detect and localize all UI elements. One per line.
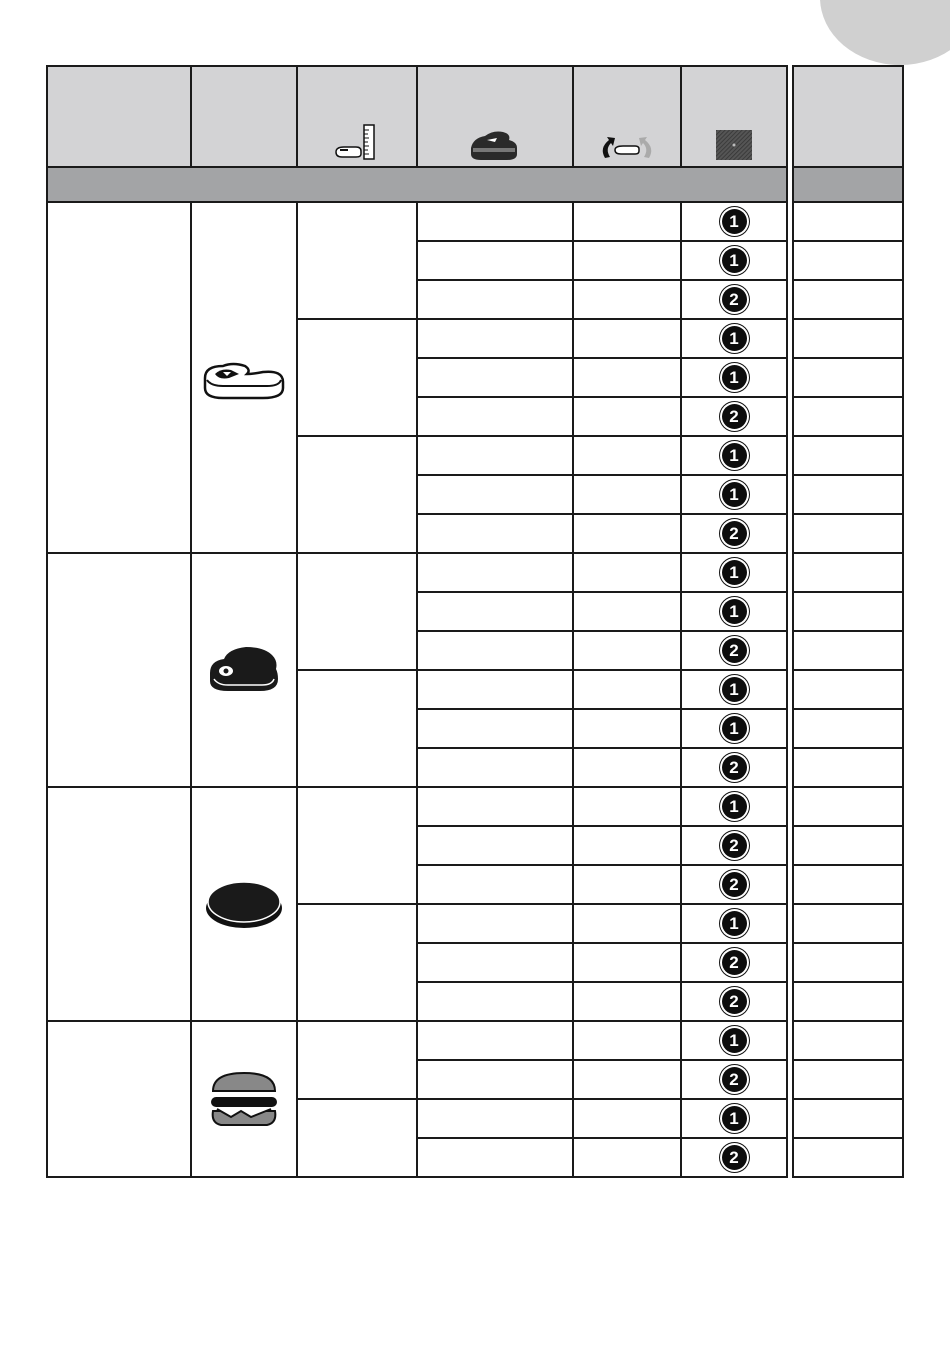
plate-number-badge: 1 — [722, 599, 747, 624]
side-cell — [793, 982, 903, 1021]
grill-plate-cell — [681, 475, 787, 514]
flip-cell — [573, 1138, 681, 1177]
flip-cell — [573, 592, 681, 631]
cooking-table — [46, 65, 904, 1178]
grill-plate-cell — [681, 1060, 787, 1099]
plate-number-badge: 1 — [722, 482, 747, 507]
table-row — [47, 787, 903, 826]
section-band-main — [47, 167, 787, 202]
plate-number-badge: 2 — [722, 872, 747, 897]
grill-plate-cell — [681, 436, 787, 475]
side-cell — [793, 358, 903, 397]
grill-plate-cell — [681, 826, 787, 865]
plate-number-badge: 1 — [722, 365, 747, 390]
flip-cell — [573, 709, 681, 748]
plate-number-badge: 2 — [722, 638, 747, 663]
flip-cell — [573, 1099, 681, 1138]
meat-cut-cell — [417, 202, 573, 241]
flip-cell — [573, 1060, 681, 1099]
flip-cell — [573, 319, 681, 358]
plate-number-badge: 2 — [722, 989, 747, 1014]
thickness-cell — [297, 202, 417, 319]
grill-plate-cell — [681, 319, 787, 358]
meat-cut-cell — [417, 748, 573, 787]
header-cell-2 — [191, 66, 297, 167]
plate-number-badge: 1 — [722, 443, 747, 468]
plate-number-badge: 1 — [722, 911, 747, 936]
meat-cut-cell — [417, 787, 573, 826]
plate-number-badge: 2 — [722, 521, 747, 546]
meat-cut-cell — [417, 280, 573, 319]
grill-plate-cell — [681, 1021, 787, 1060]
flip-cell — [573, 904, 681, 943]
meat-cut-cell — [417, 436, 573, 475]
flip-cell — [573, 943, 681, 982]
group-label-cell — [47, 1021, 191, 1177]
thickness-cell — [297, 670, 417, 787]
section-band — [47, 167, 903, 202]
meat-cut-cell — [417, 1099, 573, 1138]
meat-cut-cell — [417, 358, 573, 397]
meat-cut-cell — [417, 982, 573, 1021]
grill-plate-cell — [681, 280, 787, 319]
grill-plate-cell — [681, 631, 787, 670]
thickness-cell — [297, 1021, 417, 1099]
grill-plate-cell — [681, 943, 787, 982]
meat-thickness-ruler-icon — [332, 122, 382, 162]
thickness-cell — [297, 319, 417, 436]
plate-number-badge: 1 — [722, 248, 747, 273]
grill-plate-cell — [681, 514, 787, 553]
plate-number-badge: 2 — [722, 755, 747, 780]
plate-number-badge: 2 — [722, 833, 747, 858]
flip-cell — [573, 787, 681, 826]
group-icon-cell — [191, 787, 297, 1021]
meat-cut-cell — [417, 1060, 573, 1099]
thickness-cell — [297, 904, 417, 1021]
meat-cut-cell — [417, 514, 573, 553]
flip-cell — [573, 397, 681, 436]
meat-cut-cell — [417, 241, 573, 280]
plate-number-badge: 2 — [722, 404, 747, 429]
side-cell — [793, 748, 903, 787]
plate-number-badge: 1 — [722, 326, 747, 351]
table-row — [47, 1021, 903, 1060]
table-row — [47, 202, 903, 241]
flip-cell — [573, 748, 681, 787]
plate-number-badge: 1 — [722, 1106, 747, 1131]
group-icon-cell — [191, 553, 297, 787]
thickness-cell — [297, 436, 417, 553]
grill-plate-cell — [681, 1138, 787, 1177]
lamb-chop-icon — [192, 645, 296, 695]
flip-cell — [573, 826, 681, 865]
plate-number-badge: 2 — [722, 287, 747, 312]
side-cell — [793, 202, 903, 241]
side-cell — [793, 1099, 903, 1138]
grill-plate-cell — [681, 358, 787, 397]
side-cell — [793, 241, 903, 280]
meat-cut-cell — [417, 865, 573, 904]
side-cell — [793, 592, 903, 631]
flip-cell — [573, 982, 681, 1021]
section-band-side — [793, 167, 903, 202]
flip-cell — [573, 202, 681, 241]
grill-plate-cell — [681, 670, 787, 709]
side-cell — [793, 787, 903, 826]
grill-plate-cell — [681, 397, 787, 436]
grill-plate-cell — [681, 904, 787, 943]
meat-cut-cell — [417, 475, 573, 514]
meat-cut-cell — [417, 319, 573, 358]
hamburger-icon — [192, 1069, 296, 1129]
side-cell — [793, 475, 903, 514]
meat-cut-cell — [417, 1021, 573, 1060]
page-corner-tab — [820, 0, 950, 65]
meat-cut-cell — [417, 826, 573, 865]
side-cell — [793, 670, 903, 709]
flip-cell — [573, 670, 681, 709]
grill-plate-cell — [681, 748, 787, 787]
meat-cut-cell — [417, 553, 573, 592]
plate-number-badge: 1 — [722, 1028, 747, 1053]
side-cell — [793, 865, 903, 904]
meat-cut-cell — [417, 709, 573, 748]
grill-plate-cell — [681, 241, 787, 280]
flip-cell — [573, 358, 681, 397]
grill-plate-cell — [681, 592, 787, 631]
meat-cut-cell — [417, 397, 573, 436]
flip-cell — [573, 1021, 681, 1060]
group-label-cell — [47, 553, 191, 787]
side-cell — [793, 1138, 903, 1177]
grill-plate-cell — [681, 1099, 787, 1138]
grill-plate-cell — [681, 787, 787, 826]
header-cell-meat-cut — [417, 66, 573, 167]
meat-cut-cell — [417, 592, 573, 631]
thickness-cell — [297, 553, 417, 670]
side-cell — [793, 709, 903, 748]
meat-cut-cell — [417, 670, 573, 709]
flip-meat-icon — [595, 132, 659, 162]
grill-plate-cell — [681, 865, 787, 904]
grill-plate-cell — [681, 709, 787, 748]
side-cell — [793, 436, 903, 475]
header-cell-7 — [793, 66, 903, 167]
meat-cut-cell — [417, 1138, 573, 1177]
plate-number-badge: 1 — [722, 209, 747, 234]
flip-cell — [573, 865, 681, 904]
side-cell — [793, 1021, 903, 1060]
flip-cell — [573, 514, 681, 553]
plate-number-badge: 1 — [722, 794, 747, 819]
flip-cell — [573, 280, 681, 319]
flip-cell — [573, 475, 681, 514]
grill-plate-cell — [681, 982, 787, 1021]
thickness-cell — [297, 1099, 417, 1177]
side-cell — [793, 904, 903, 943]
side-cell — [793, 553, 903, 592]
side-cell — [793, 514, 903, 553]
flip-cell — [573, 553, 681, 592]
header-row — [47, 66, 903, 167]
fillet-steak-icon — [192, 876, 296, 932]
side-cell — [793, 1060, 903, 1099]
plate-number-badge: 2 — [722, 1067, 747, 1092]
meat-cut-cell — [417, 943, 573, 982]
side-cell — [793, 943, 903, 982]
side-cell — [793, 397, 903, 436]
plate-number-badge: 1 — [722, 677, 747, 702]
header-cell-thickness — [297, 66, 417, 167]
thickness-cell — [297, 787, 417, 904]
grill-plate-cell — [681, 202, 787, 241]
t-bone-steak-icon — [192, 356, 296, 400]
meat-cut-cell — [417, 904, 573, 943]
plate-number-badge: 2 — [722, 1145, 747, 1170]
steak-cut-icon — [467, 128, 523, 162]
header-cell-flip — [573, 66, 681, 167]
header-cell-grill-plate — [681, 66, 787, 167]
table-row — [47, 553, 903, 592]
side-cell — [793, 280, 903, 319]
flip-cell — [573, 241, 681, 280]
side-cell — [793, 631, 903, 670]
meat-cut-cell — [417, 631, 573, 670]
header-cell-1 — [47, 66, 191, 167]
group-icon-cell — [191, 1021, 297, 1177]
flip-cell — [573, 631, 681, 670]
plate-number-badge: 2 — [722, 950, 747, 975]
grill-plate-cell — [681, 553, 787, 592]
plate-number-badge: 1 — [722, 560, 747, 585]
group-label-cell — [47, 202, 191, 553]
grill-plate-icon — [714, 128, 754, 162]
flip-cell — [573, 436, 681, 475]
group-icon-cell — [191, 202, 297, 553]
side-cell — [793, 826, 903, 865]
side-cell — [793, 319, 903, 358]
group-label-cell — [47, 787, 191, 1021]
plate-number-badge: 1 — [722, 716, 747, 741]
